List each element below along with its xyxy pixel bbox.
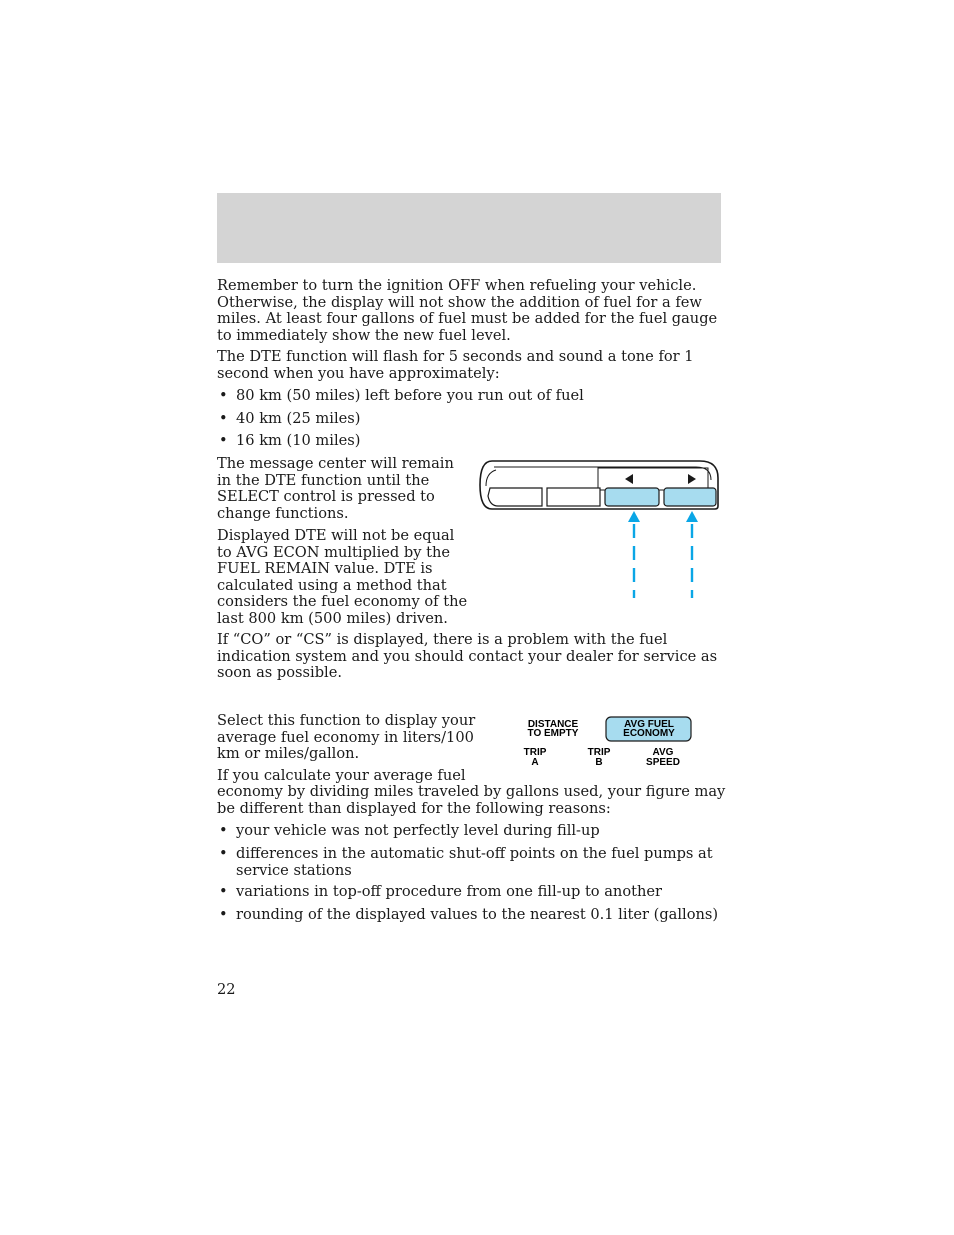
function-selector-illustration [510, 712, 710, 774]
list-item [219, 907, 719, 925]
trip-a-label-line1: TRIP [523, 747, 547, 758]
list-item-text: differences in the automatic shut-off points on the fuel pumps at service stations [236, 845, 713, 879]
message-center-control-illustration [478, 458, 723, 603]
list-item [219, 388, 719, 406]
list-item [219, 884, 719, 902]
trip-b-label-line1: TRIP [587, 747, 611, 758]
paragraph-calculate-rest: economy by dividing miles traveled by gallons used, your figure may be different than displayed for the following reasons: [217, 783, 726, 817]
bullet-dot: • [219, 410, 228, 427]
list-item-text: variations in top-off procedure from one fill-up to another [236, 883, 662, 900]
bullet-dot: • [219, 883, 228, 900]
paragraph-refuel-ignition: Remember to turn the ignition OFF when refueling your vehicle. Otherwise, the display will not show the addition of fuel for a few miles. At least four gallons of fuel must be added for the fuel gauge to immediately show the new fuel level. [217, 277, 718, 344]
paragraph-message-center: The message center will remain in the DTE function until the SELECT control is pressed to change functions. [217, 455, 454, 522]
avg-speed-label-line2: SPEED [646, 757, 680, 768]
dte-label-line1: DISTANCE [527, 719, 579, 730]
bullet-dot: • [219, 387, 228, 404]
bullet-dot: • [219, 432, 228, 449]
bullet-dot: • [219, 845, 228, 862]
paragraph-dte-calculation: Displayed DTE will not be equal to AVG ECON multiplied by the FUEL REMAIN value. DTE is calculated using a method that considers the fuel economy of the last 800 km (500 miles) driven. [217, 527, 468, 627]
bullet-dot: • [219, 906, 228, 923]
afe-label-line2: ECONOMY [623, 728, 675, 739]
paragraph-co-cs: If “CO” or “CS” is displayed, there is a problem with the fuel indication system and you should contact your dealer for service as soon as possible. [217, 631, 718, 681]
trip-b-label-line2: B [595, 757, 603, 768]
list-item-text: rounding of the displayed values to the nearest 0.1 liter (gallons) [236, 906, 719, 923]
list-item-text: 16 km (10 miles) [236, 432, 361, 449]
highlighted-button-right [664, 488, 716, 506]
afe-label-line1: AVG FUEL [624, 719, 674, 730]
list-item-text: your vehicle was not perfectly level during fill-up [236, 822, 600, 839]
list-item-text: 80 km (50 miles) left before you run out of fuel [236, 387, 584, 404]
up-arrow-icon [686, 511, 698, 522]
dte-label-line2: TO EMPTY [527, 728, 579, 739]
paragraph-dte-flash: The DTE function will flash for 5 seconds and sound a tone for 1 second when you have approximately: [217, 348, 694, 382]
list-item [219, 433, 719, 451]
list-item [219, 823, 719, 841]
list-item [219, 411, 719, 429]
highlighted-button-left [605, 488, 659, 506]
bullet-dot: • [219, 822, 228, 839]
paragraph-calculate-line1: If you calculate your average fuel [217, 767, 466, 784]
list-item-text: 40 km (25 miles) [236, 410, 361, 427]
list-item [219, 846, 719, 882]
page-number: 22 [217, 981, 236, 998]
avg-speed-label-line1: AVG [652, 747, 674, 758]
paragraph-avg-fuel-select: Select this function to display your average fuel economy in liters/100 km or miles/gallon. [217, 712, 476, 762]
up-arrow-icon [628, 511, 640, 522]
section-header-band [217, 193, 721, 263]
trip-a-label-line2: A [531, 757, 539, 768]
